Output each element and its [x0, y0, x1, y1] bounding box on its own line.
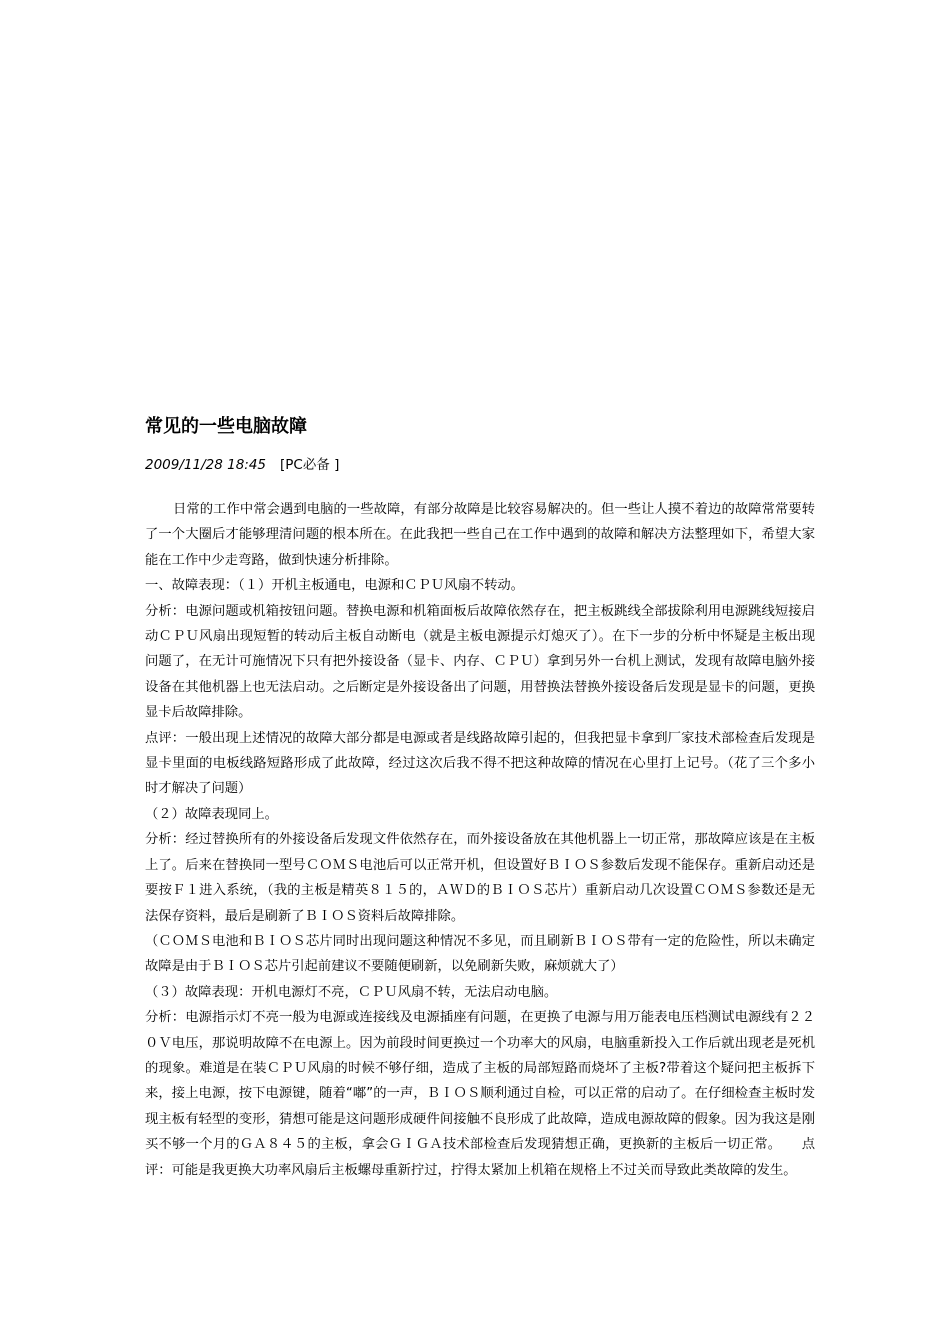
- intro-paragraph: 日常的工作中常会遇到电脑的一些故障，有部分故障是比较容易解决的。但一些让人摸不着边的故障常常要转了一个大圈后才能够理清问题的根本所在。在此我把一些自己在工作中遇到的故障和解决方法整理如下，希望大家能在工作中少走弯路，做到快速分析排除。: [145, 502, 815, 568]
- fault-2-analysis: 分析：经过替换所有的外接设备后发现文件依然存在，而外接设备放在其他机器上一切正常，那故障应该是在主板上了。后来在替换同一型号ＣＯＭＳ电池后可以正常开机，但设置好ＢＩＯＳ参数后发现不能保存。重新启动还是要按Ｆ１进入系统，（我的主板是精英８１５的，ＡＷＤ的ＢＩＯＳ芯片）重新启动几次设置ＣＯＭＳ参数还是无法保存资料，最后是刷新了ＢＩＯＳ资料后故障排除。: [145, 832, 815, 924]
- fault-1-analysis: 分析：电源问题或机箱按钮问题。替换电源和机箱面板后故障依然存在，把主板跳线全部拔除利用电源跳线短接启动ＣＰＵ风扇出现短暂的转动后主板自动断电（就是主板电源提示灯熄灭了）。在下一步的分析中怀疑是主板出现问题了，在无计可施情况下只有把外接设备（显卡、内存、ＣＰＵ）拿到另外一台机上测试，发现有故障电脑外接设备在其他机器上也无法启动。之后断定是外接设备出了问题，用替换法替换外接设备后发现是显卡的问题，更换显卡后故障排除。: [145, 603, 815, 721]
- fault-3-analysis: 分析：电源指示灯不亮一般为电源或连接线及电源插座有问题，在更换了电源与用万能表电压档测试电源线有２２０Ｖ电压，那说明故障不在电源上。因为前段时间更换过一个功率大的风扇，电脑重新投入工作后就出现老是死机的现象。难道是在装ＣＰＵ风扇的时候不够仔细，造成了主板的局部短路而烧坏了主板?带着这个疑问把主板拆下来，接上电源，按下电源键，随着“嘟”的一声，ＢＩＯＳ顺利通过自检，可以正常的启动了。在仔细检查主板时发现主板有轻型的变形，猜想可能是这问题形成硬件间接触不良形成了此故障，造成电源故障的假象。因为我这是刚买不够一个月的ＧＡ８４５的主板，拿会ＧＩＧＡ技术部检查后发现猜想正确，更换新的主板后一切正常。 点评：可能是我更换大功率风扇后主板螺母重新拧过，拧得太紧加上机箱在规格上不过关而导致此类故障的发生。: [145, 1010, 815, 1178]
- fault-3-heading: （３）故障表现：开机电源灯不亮，ＣＰＵ风扇不转，无法启动电脑。: [145, 984, 558, 1000]
- fault-1-comment: 点评：一般出现上述情况的故障大部分都是电源或者是线路故障引起的，但我把显卡拿到厂家技术部检查后发现是显卡里面的电板线路短路形成了此故障，经过这次后我不得不把这种故障的情况在心里打上记号。（花了三个多小时才解决了问题）: [145, 730, 815, 797]
- post-category: [PC必备 ]: [280, 457, 340, 473]
- fault-1-heading: 一、故障表现：（１）开机主板通电，电源和ＣＰＵ风扇不转动。: [145, 578, 524, 594]
- post-meta: [145, 453, 339, 473]
- post-date: 2009/11/28 18:45: [145, 457, 267, 473]
- fault-2-heading: （２）故障表现同上。: [145, 806, 278, 822]
- fault-2-note: （ＣＯＭＳ电池和ＢＩＯＳ芯片同时出现问题这种情况不多见，而且刷新ＢＩＯＳ带有一定的危险性，所以未确定故障是由于ＢＩＯＳ芯片引起前建议不要随便刷新，以免刷新失败，麻烦就大了）: [145, 933, 815, 975]
- article-body: [145, 497, 815, 1183]
- page-title: 常见的一些电脑故障: [145, 416, 307, 437]
